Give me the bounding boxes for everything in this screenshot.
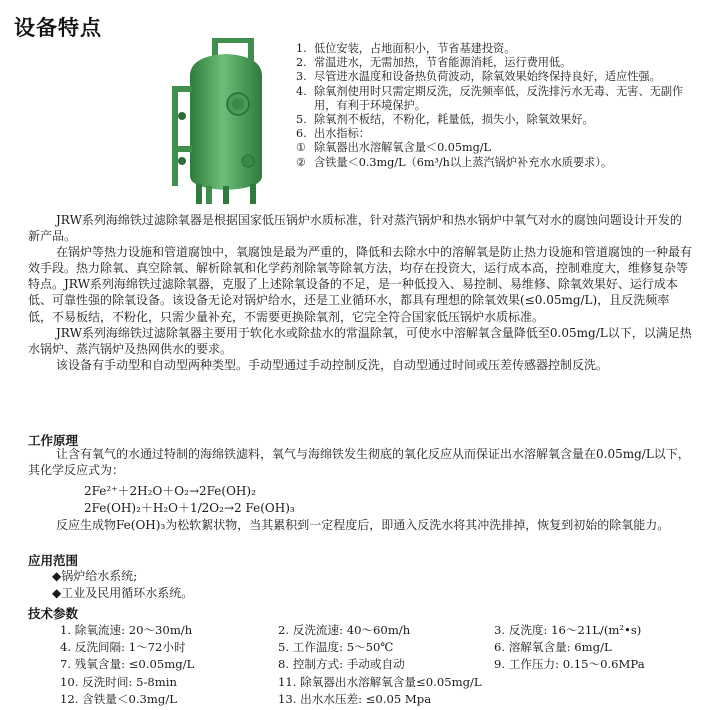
application-item: ◆锅炉给水系统; — [52, 569, 138, 583]
feature-list — [296, 42, 696, 170]
feature-item: 5. 除氧剂不板结，不粉化，耗量低，损失小，除氧效果好。 — [296, 113, 594, 127]
application-list — [52, 568, 193, 602]
feature-sub-item: ① 除氧器出水溶解氧含量＜0.05mg/L — [296, 141, 491, 155]
equation-1: 2Fe²⁺＋2H₂O＋O₂→2Fe(OH)₂ — [84, 484, 256, 498]
params-row: 7. 残氧含量: ≤0.05mg/L 8. 控制方式: 手动或自动 9. 工作压力: 0.15～0.6MPa — [60, 657, 645, 672]
feature-item: 3. 尽管进水温度和设备热负荷波动，除氧效果始终保持良好，适应性强。 — [296, 70, 661, 84]
section-heading-principle: 工作原理 — [28, 433, 79, 448]
intro-paragraph: 在锅炉等热力设施和管道腐蚀中，氧腐蚀是最为严重的，降低和去除水中的溶解氧是防止热力设施和管道腐蚀的一种最有效手段。热力除氧、真空除氧、解析除氧和化学药剂除氧等除氧方法，均存在投资大，运行成本高，控制难度大，维修复杂等特点。JRW系列海绵铁过滤除氧器，克服了上述除氧设备的不足，是一种低投入、易控制、易维修、除氧效果好、运行成本低、可靠性强的除氧设备。该设备无论对锅炉给水，还是工业循环水，都具有理想的除氧效果(≤0.05mg/L)，且反洗频率低，不易板结，不粉化，只需少量补充，不需要更换除氧剂，它完全符合国家低压锅炉水质标准。 — [28, 245, 693, 324]
feature-item: 6. 出水指标： — [296, 127, 370, 141]
page-title: 设备特点 — [14, 16, 102, 40]
intro-paragraph: JRW系列海绵铁过滤除氧器主要用于软化水或除盐水的常温除氧，可使水中溶解氧含量降低至0.05mg/L以下，以满足热水锅炉、蒸汽锅炉及热网供水的要求。 — [28, 325, 692, 356]
params-row: 4. 反洗间隔: 1～72小时 5. 工作温度: 5～50℃ 6. 溶解氧含量: 6mg/L — [60, 640, 612, 655]
principle-after: 反应生成物Fe(OH)₃为松软絮状物，当其累积到一定程度后，即通入反洗水将其冲洗排掉，恢复到初始的除氧能力。 — [56, 518, 670, 532]
params-row: 10. 反洗时间: 5-8min 11. 除氧器出水溶解氧含量≤0.05mg/L — [60, 674, 482, 689]
section-heading-params: 技术参数 — [28, 606, 79, 621]
intro-text — [28, 212, 692, 373]
feature-sub-item: ② 含铁量＜0.3mg/L（6m³/h以上蒸汽锅炉补充水水质要求）。 — [296, 155, 613, 169]
params-row: 12. 含铁量＜0.3mg/L 13. 出水水压差: ≤0.05 Mpa — [60, 691, 432, 706]
intro-paragraph: JRW系列海绵铁过滤除氧器是根据国家低压锅炉水质标准，针对蒸汽锅炉和热水锅炉中氧气对水的腐蚀问题设计开发的新产品。 — [28, 213, 682, 244]
feature-item: 1. 低位安装，占地面积小，节省基建投资。 — [296, 42, 516, 55]
equation-2: 2Fe(OH)₂＋H₂O＋1/2O₂→2 Fe(OH)₃ — [84, 501, 295, 515]
intro-paragraph: 该设备有手动型和自动型两种类型。手动型通过手动控制反洗，自动型通过时间或压差传感器控制反洗。 — [56, 357, 609, 372]
section-heading-applications: 应用范围 — [28, 553, 79, 568]
application-item: ◆工业及民用循环水系统。 — [52, 586, 194, 600]
params-row: 1. 除氧流速: 20～30m/h 2. 反洗流速: 40～60m/h 3. 反洗度: 16～21L/(m²•s) — [60, 623, 642, 637]
feature-item: 2. 常温进水，无需加热，节省能源消耗，运行费用低。 — [296, 56, 572, 70]
feature-item: 4. 除氧剂使用时只需定期反洗，反洗频率低，反洗排污水无毒、无害、无副作用，有利于环境保护。 — [296, 84, 684, 112]
deaerator-tank-image — [168, 36, 278, 206]
params-table — [28, 622, 708, 708]
principle-text: 让含有氧气的水通过特制的海绵铁滤料，氧气与海绵铁发生彻底的氧化反应从而保证出水溶解氧含量在0.05mg/L以下，其化学反应式为： — [28, 447, 690, 478]
